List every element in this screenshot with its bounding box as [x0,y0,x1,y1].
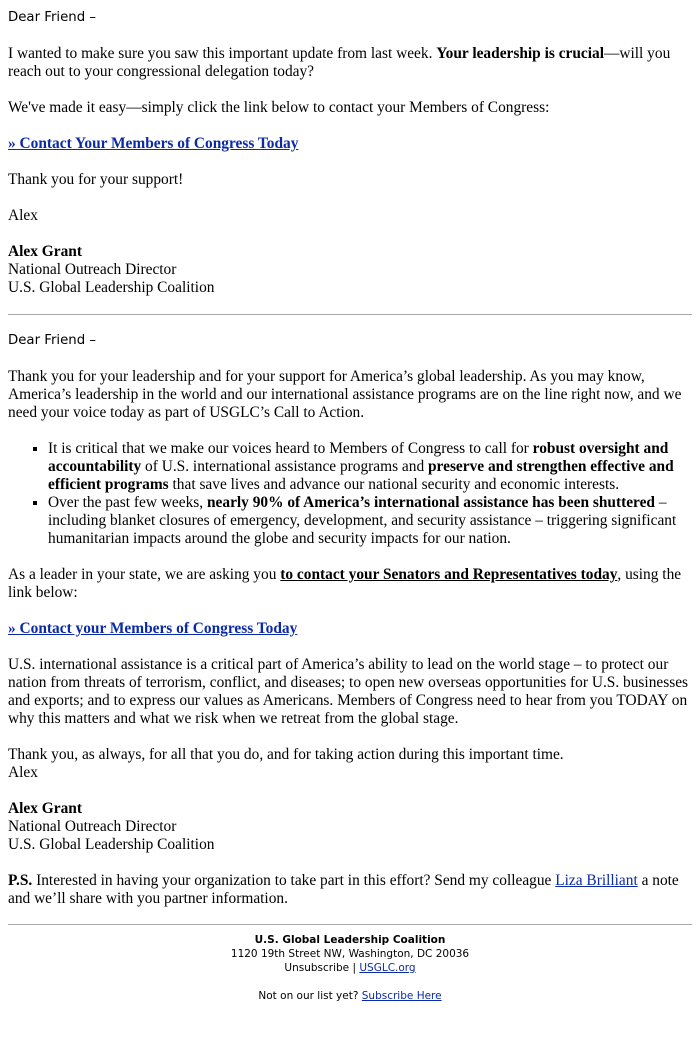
signature-block [8,243,692,297]
cta-paragraph [8,135,692,153]
list-text: that save lives and advance our national security and economic interests. [168,476,620,493]
update-message [8,9,692,297]
signature-name: Alex Grant [8,243,82,260]
ps-label: P.S. [8,872,33,889]
list-emphasis: nearly 90% of America’s international assistance has been shuttered [206,494,655,511]
signature-title: National Outreach Director [8,261,177,278]
list-text: It is critical that we make our voices heard to Members of Congress to call for [48,440,533,457]
footer-links [8,961,692,975]
colleague-link[interactable]: Liza Brilliant [555,872,638,889]
ps-text: Interested in having your organization to take part in this effort? Send my colleague [32,872,556,889]
footer-spacer [8,975,692,989]
sign-first-name: Alex [8,764,38,781]
intro-paragraph [8,45,692,81]
list-item [48,440,692,494]
ask-text-end: , using the link below: [8,566,682,601]
easy-line: We've made it easy—simply click the link below to contact your Members of Congress: [8,99,550,116]
list-text: Over the past few weeks, [48,494,207,511]
sign-first-name: Alex [8,207,38,224]
thanks-line: Thank you, as always, for all that you do, and for taking action during this important time. [8,746,564,763]
signature-name: Alex Grant [8,800,82,817]
signature-org: U.S. Global Leadership Coalition [8,836,215,853]
intro-paragraph: Thank you for your leadership and for your support for America’s global leadership. As you may know, America’s leadership in the world and our international assistance programs are on the line right now, and we need your voice today as part of USGLC’s Call to Action. [8,368,682,421]
section-divider [8,314,692,315]
subscribe-prompt: Not on our list yet? [258,990,362,1002]
contact-congress-link[interactable]: » Contact Your Members of Congress Today [8,135,299,152]
subscribe-line [8,989,692,1003]
original-message [8,332,692,908]
cta-paragraph [8,620,692,638]
signature-block [8,800,692,854]
ask-emphasis: to contact your Senators and Representatives today [280,566,618,583]
unsubscribe-link[interactable]: Unsubscribe [284,962,350,974]
intro-text: I wanted to make sure you saw this important update from last week. [8,45,437,62]
greeting: Dear Friend – [8,333,97,348]
intro-text-end: —will you reach out to your congressional delegation today? [8,45,671,80]
site-link[interactable]: USGLC.org [359,962,416,974]
email-footer [8,933,692,1003]
footer-divider [8,924,692,925]
signature-org: U.S. Global Leadership Coalition [8,279,215,296]
intro-emphasis: Your leadership is crucial [436,45,604,62]
list-emphasis: preserve and strengthen effective and efficient programs [48,458,674,493]
key-points-list [8,440,692,548]
ps-paragraph [8,872,692,908]
list-emphasis: robust oversight and accountability [48,440,669,475]
body-paragraph: U.S. international assistance is a critical part of America’s ability to lead on the world stage – to protect our nation from threats of terrorism, conflict, and diseases; to open new overseas opportunities for U.S. businesses and exports; and to express our values as Americans. Members of Congress need to hear from you TODAY on why this matters and what we risk when we retreat from the global stage. [8,656,689,727]
greeting: Dear Friend – [8,10,97,25]
list-item [48,494,692,548]
ask-paragraph [8,566,692,602]
footer-org: U.S. Global Leadership Coalition [254,934,446,946]
contact-congress-link[interactable]: » Contact your Members of Congress Today [8,620,298,637]
signature-title: National Outreach Director [8,818,177,835]
list-text: – including blanket closures of emergency, development, and security assistance – triggering significant humanitarian impacts around the globe and security impacts for our nation. [48,494,677,547]
footer-separator: | [349,962,360,974]
ps-text-end: a note and we’ll share with you partner information. [8,872,679,907]
ask-text: As a leader in your state, we are asking you [8,566,281,583]
subscribe-link[interactable]: Subscribe Here [361,990,442,1002]
thanks-line: Thank you for your support! [8,171,184,188]
list-text: of U.S. international assistance programs and [141,458,428,475]
footer-address: 1120 19th Street NW, Washington, DC 20036 [230,948,470,960]
